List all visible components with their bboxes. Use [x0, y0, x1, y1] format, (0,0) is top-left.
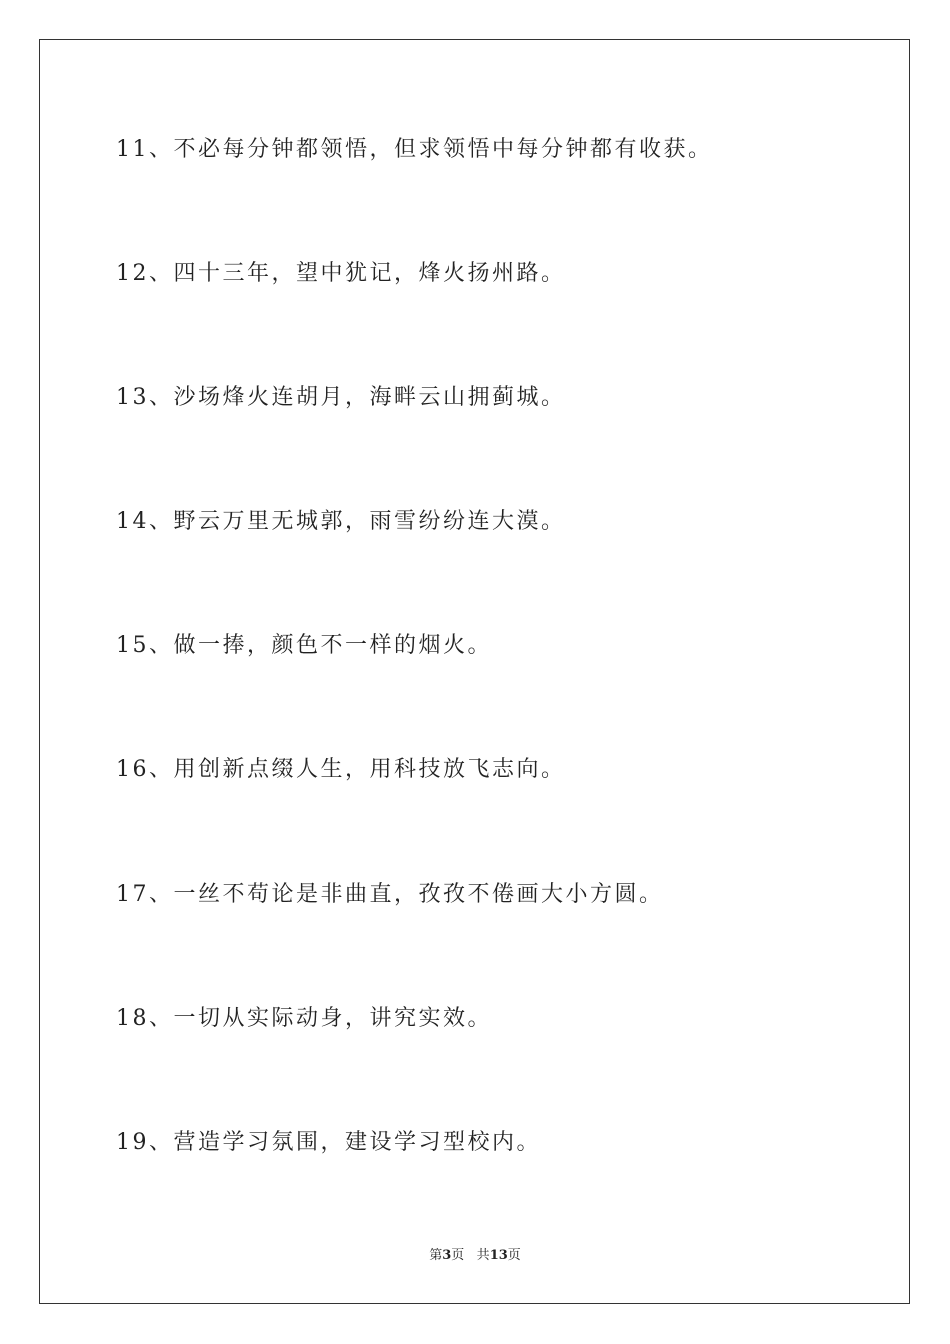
- total-suffix: 页: [507, 1248, 521, 1263]
- page-number: 3: [442, 1248, 452, 1263]
- list-item: 13、沙场烽火连胡月，海畔云山拥蓟城。: [116, 385, 566, 410]
- list-item: 14、野云万里无城郭，雨雪纷纷连大漠。: [116, 509, 566, 534]
- list-item: 11、不必每分钟都领悟，但求领悟中每分钟都有收获。: [116, 137, 713, 162]
- list-item: 16、用创新点缀人生，用科技放飞志向。: [116, 757, 566, 782]
- page-suffix: 页: [451, 1248, 465, 1263]
- list-item: 18、一切从实际动身，讲究实效。: [116, 1006, 492, 1031]
- list-item: 19、营造学习氛围，建设学习型校内。: [116, 1130, 541, 1155]
- page-prefix: 第: [429, 1248, 443, 1263]
- page-footer: [0, 1248, 950, 1264]
- total-prefix: 共: [476, 1248, 490, 1263]
- total-pages: 13: [489, 1248, 508, 1263]
- list-item: 12、四十三年，望中犹记，烽火扬州路。: [116, 261, 566, 286]
- list-item: 17、一丝不苟论是非曲直，孜孜不倦画大小方圆。: [116, 882, 664, 907]
- page-frame: [39, 39, 910, 1304]
- list-item: 15、做一捧，颜色不一样的烟火。: [116, 633, 492, 658]
